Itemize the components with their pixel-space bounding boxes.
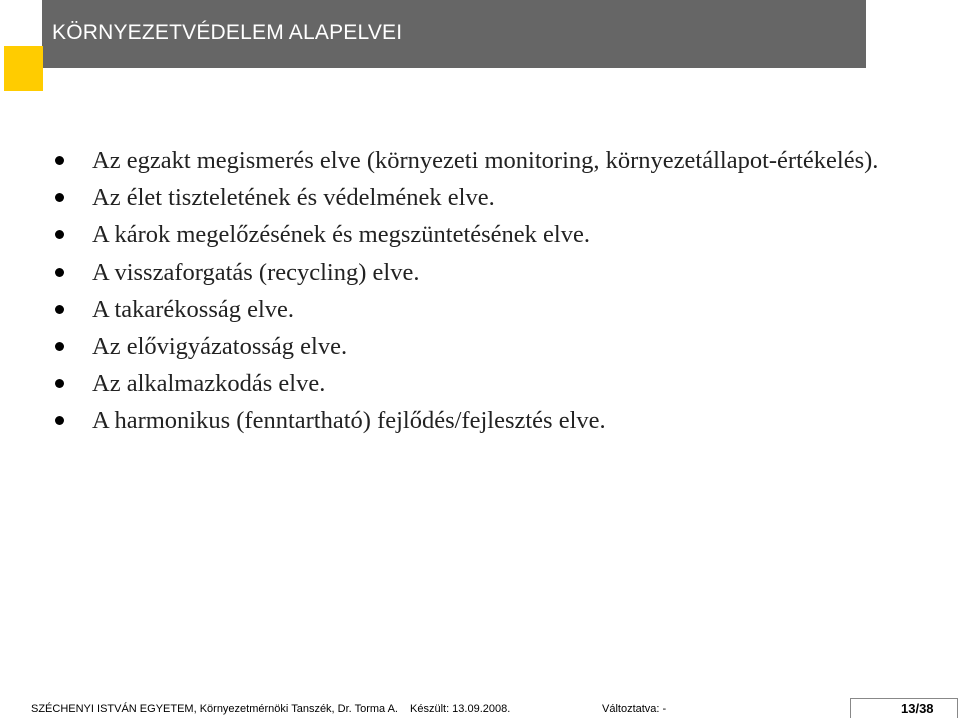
list-item xyxy=(50,291,910,328)
list-item xyxy=(50,142,910,179)
list-item-text: A harmonikus (fenntartható) fejlődés/fejlesztés elve. xyxy=(92,407,606,435)
footer xyxy=(0,698,960,718)
footer-created-date: Készült: 13.09.2008. xyxy=(410,703,511,715)
principles-list xyxy=(50,142,910,440)
bullet-icon xyxy=(55,156,64,165)
list-item-text: A károk megelőzésének és megszüntetésének elve. xyxy=(92,221,590,249)
bullet-icon xyxy=(55,342,64,351)
footer-changed: Változtatva: - xyxy=(602,703,667,715)
list-item xyxy=(50,254,910,291)
bullet-icon xyxy=(55,305,64,314)
bullet-icon xyxy=(55,268,64,277)
bullet-icon xyxy=(55,193,64,202)
bullet-icon xyxy=(55,379,64,388)
list-item-text: A visszaforgatás (recycling) elve. xyxy=(92,258,420,286)
bullet-icon xyxy=(55,416,64,425)
list-item xyxy=(50,402,910,439)
list-item-text: Az élet tiszteletének és védelmének elve. xyxy=(92,184,495,212)
list-item-text: A takarékosság elve. xyxy=(92,295,295,323)
bullet-icon xyxy=(55,230,64,239)
footer-institution: SZÉCHENYI ISTVÁN EGYETEM, Környezetmérnöki Tanszék, Dr. Torma A. xyxy=(31,703,398,715)
list-item xyxy=(50,179,910,216)
list-item xyxy=(50,328,910,365)
list-item-text: Az elővigyázatosság elve. xyxy=(92,333,348,361)
list-item-text: Az alkalmazkodás elve. xyxy=(92,370,326,398)
list-item xyxy=(50,216,910,253)
list-item xyxy=(50,365,910,402)
list-item-text: Az egzakt megismerés elve (környezeti monitoring, környezetállapot-értékelés). xyxy=(92,147,879,174)
page-number: 13/38 xyxy=(901,701,934,716)
slide-title: KÖRNYEZETVÉDELEM ALAPELVEI xyxy=(52,21,403,44)
accent-square xyxy=(4,46,43,91)
